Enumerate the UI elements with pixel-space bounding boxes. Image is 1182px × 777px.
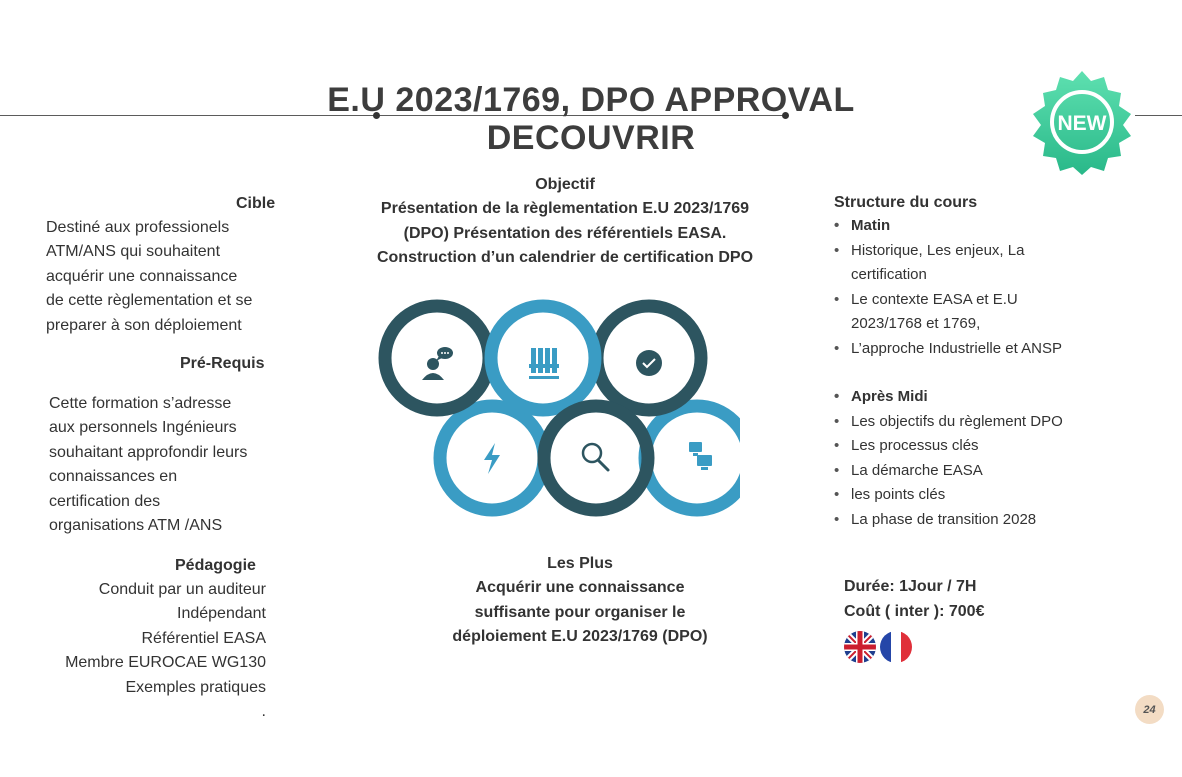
pedagogie-line: Exemples pratiques [125,678,266,696]
page-number: 24 [1135,695,1164,724]
rings-graphic [375,298,740,526]
list-item: • La démarche EASA [834,459,1164,484]
computers-icon [689,442,712,470]
list-item: • Les processus clés [834,434,1164,459]
lightning-icon [484,443,500,474]
list-item: • Historique, Les enjeux, La certification [834,239,1061,288]
pedagogie-text [30,578,266,724]
list-item: • Les objectifs du règlement DPO [834,410,1164,435]
objectif-line: (DPO) Présentation des référentiels EASA. [403,224,727,242]
page-title-line1: E.U 2023/1769, DPO APPROVAL [327,81,855,119]
plus-line: Acquérir une connaissance [475,579,685,597]
prerequis-heading: Pré-Requis [180,355,265,372]
new-badge-icon [1029,69,1135,175]
objectif-heading: Objectif [535,176,595,193]
list-spacer [834,361,1164,385]
list-item: • La phase de transition 2028 [834,508,1164,533]
ring-magnifier [544,406,648,510]
prerequis-line: organisations ATM /ANS [49,517,223,535]
check-badge-icon [636,350,662,376]
cible-line: ATM/ANS qui souhaitent [46,243,221,261]
structure-heading: Structure du cours [834,194,978,211]
duree-text: Durée: 1Jour / 7H [844,578,977,595]
objectif-block [330,173,800,271]
prerequis-line: souhaitant approfondir leurs [49,443,248,461]
badge-label: NEW [1057,112,1107,135]
pedagogie-line: Conduit par un auditeur [98,581,266,598]
prerequis-text [49,392,247,538]
prerequis-line: Cette formation s’adresse [49,395,232,412]
pedagogie-line: Indépendant [177,605,266,623]
ring-computers [645,406,740,510]
objectif-line: Construction d’un calendrier de certification DPO [376,249,754,267]
plus-line: déploiement E.U 2023/1769 (DPO) [452,628,708,646]
prerequis-line: certification des [49,492,161,510]
pedagogie-line: Référentiel EASA [141,629,266,647]
cible-line: de cette règlementation et se [46,292,253,310]
objectif-line: Présentation de la règlementation E.U 2023/1769 [380,200,750,218]
structure-list [834,214,1164,532]
cible-text [46,216,252,338]
france-flag-icon[interactable] [880,631,912,663]
list-item: • Le contexte EASA et E.U 2023/1768 et 1769, [834,288,1051,337]
pedagogie-line: . [261,703,266,721]
uk-flag-icon[interactable] [844,631,876,663]
person-speech-icon [422,347,453,380]
pedagogie-heading: Pédagogie [175,557,256,574]
list-item: • L’approche Industrielle et ANSP [834,337,1164,362]
list-item: • Matin [834,214,1164,239]
list-item: • Après Midi [834,385,1164,410]
cout-text: Coût ( inter ): 700€ [844,603,985,620]
plus-heading: Les Plus [547,555,613,572]
magnifier-icon [583,444,608,470]
prerequis-line: aux personnels Ingénieurs [49,419,237,437]
page-title-line2: DECOUVRIR [486,119,696,157]
plus-line: suffisante pour organiser le [474,603,686,621]
cible-line: acquérir une connaissance [46,267,238,285]
books-icon [529,348,559,379]
ring-person [385,306,489,410]
cible-line: Destiné aux professionels [46,219,230,236]
prerequis-line: connaissances en [49,468,178,486]
cible-heading: Cible [236,195,276,212]
list-item: • les points clés [834,483,1164,508]
pedagogie-line: Membre EUROCAE WG130 [65,654,266,672]
plus-block [380,552,780,650]
cible-line: preparer à son déploiement [46,316,242,334]
